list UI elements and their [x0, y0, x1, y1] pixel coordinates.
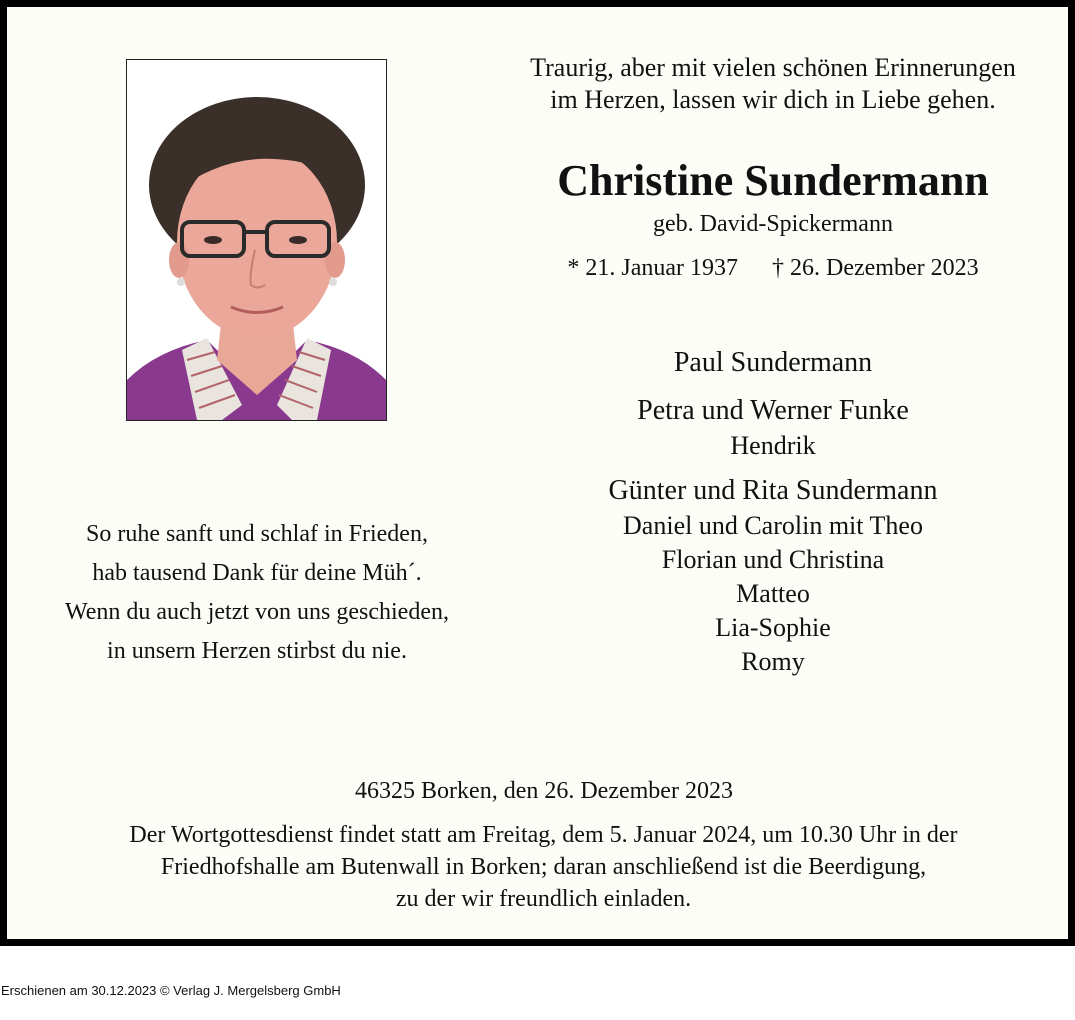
mourner-group [493, 473, 1053, 679]
poem-line: Wenn du auch jetzt von uns geschieden, [65, 599, 449, 625]
portrait-image [127, 60, 386, 420]
poem-line: So ruhe sanft und schlaf in Frieden, [86, 521, 428, 547]
death-date: † 26. Dezember 2023 [772, 255, 979, 281]
mourner-member: Romy [741, 647, 805, 676]
mourner-member: Lia-Sophie [715, 613, 831, 642]
mourner-member: Florian und Christina [661, 545, 885, 574]
service-line: zu der wir freundlich einladen. [395, 886, 692, 912]
portrait-photo [126, 59, 387, 421]
service-line: Der Wortgottesdienst findet statt am Freitag, dem 5. Januar 2024, um 10.30 Uhr in der [129, 822, 958, 848]
poem-line: hab tausend Dank für deine Müh´. [92, 560, 422, 586]
mourner-group [493, 345, 1053, 381]
mourner-lead: Günter und Rita Sundermann [608, 475, 938, 506]
service-line: Friedhofshalle am Butenwall in Borken; daran anschließend ist die Beerdigung, [160, 854, 927, 880]
life-dates [493, 253, 1053, 283]
mourner-lead: Petra und Werner Funke [637, 395, 909, 426]
place-date: 46325 Borken, den 26. Dezember 2023 [355, 778, 733, 804]
mourner-member: Hendrik [730, 431, 816, 460]
publication-credit: Erschienen am 30.12.2023 © Verlag J. Mergelsberg GmbH [1, 983, 341, 998]
intro-text [493, 52, 1053, 116]
poem-line: in unsern Herzen stirbst du nie. [107, 638, 407, 664]
birth-name: geb. David-Spickermann [653, 211, 893, 237]
mourner-member: Matteo [736, 579, 810, 608]
mourners-list [493, 345, 1053, 679]
intro-line: Traurig, aber mit vielen schönen Erinnerungen [530, 53, 1016, 82]
mourner-group [493, 393, 1053, 463]
service-info [47, 819, 1040, 915]
mourner-lead: Paul Sundermann [673, 347, 873, 378]
poem [27, 515, 487, 671]
deceased-name: Christine Sundermann [557, 156, 989, 205]
birth-date: * 21. Januar 1937 [567, 255, 739, 281]
mourner-member: Daniel und Carolin mit Theo [623, 511, 923, 540]
intro-line: im Herzen, lassen wir dich in Liebe gehen. [550, 85, 996, 114]
